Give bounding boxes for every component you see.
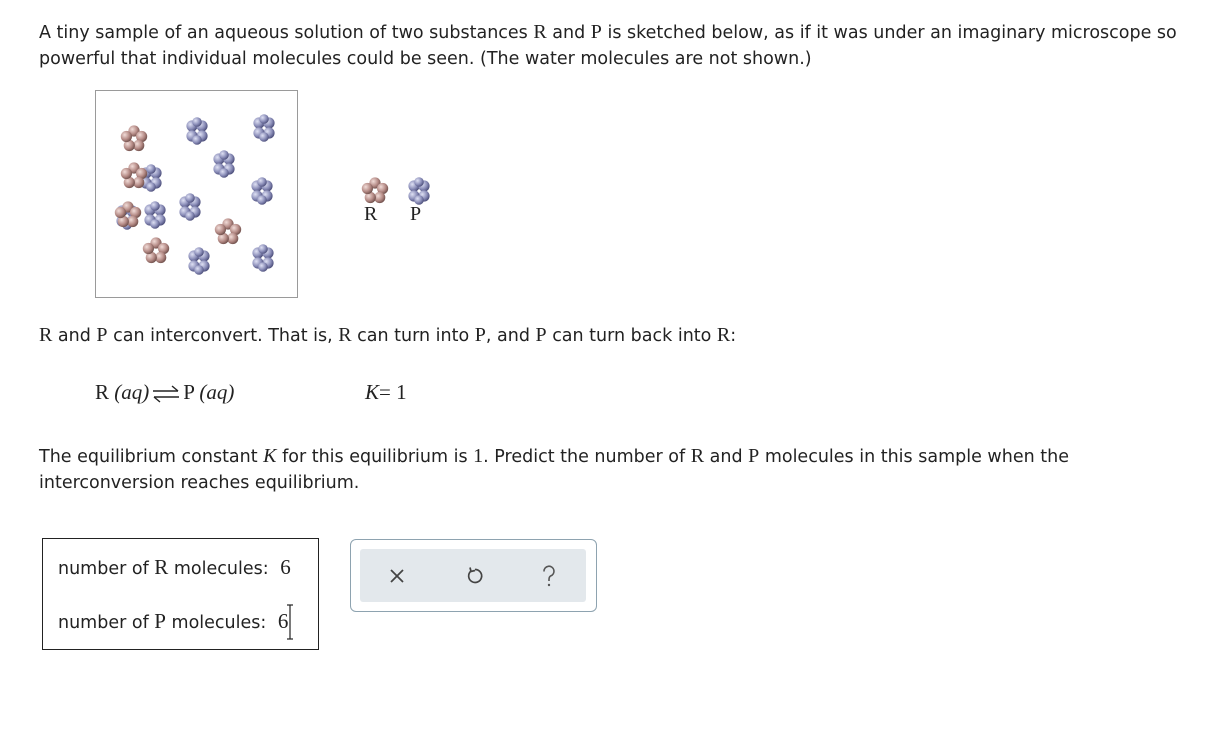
molecule-p [179,193,200,221]
symbol-p: P [748,445,760,467]
legend-label-p: P [410,203,422,225]
r-count-label: number of [58,559,155,579]
text-part: and [52,326,97,346]
text-part: molecules in this sample when the interconversion reaches equilibrium. [39,447,1069,493]
text-part: can interconvert. That is, [107,326,339,346]
reactant-symbol: R [95,380,110,404]
symbol-r: R [154,555,169,579]
molecule-sample-box [95,90,298,298]
p-count-input-wrap[interactable] [278,609,289,634]
molecule-p [251,177,272,205]
equilibrium-question-text [39,443,1199,496]
molecule-r [143,237,169,263]
help-icon [539,564,559,588]
k-value [365,380,407,405]
answer-tools-panel [350,539,597,612]
symbol-p: P [535,324,547,346]
molecule-p [186,117,207,145]
k-symbol: K [365,380,380,404]
molecule-p [213,150,234,178]
intro-text-part: is sketched below, as if it was under an imaginary microscope so powerful that individual molecules could be seen. (The water molecules are not shown.) [39,23,1177,69]
p-count-row [58,609,288,634]
p-count-label: number of [58,613,155,633]
symbol-r: R [39,324,53,346]
reaction-equation [95,380,234,405]
symbol-p: P [590,21,602,43]
interconvert-text [39,324,736,347]
symbol-r: R [716,324,731,346]
text-part: , and [485,326,536,346]
r-count-input[interactable]: 6 [280,555,291,579]
symbol-p: P [96,324,108,346]
molecule-p [144,201,165,229]
molecule-r [121,162,147,188]
equilibrium-arrows-icon [151,385,181,403]
intro-text [39,19,1189,72]
product-symbol: P [183,380,195,404]
molecule-r [121,125,147,151]
answer-box [42,538,319,650]
symbol-r: R [338,324,352,346]
symbol-p: P [474,324,486,346]
legend-molecule-r [362,177,388,203]
text-part: The equilibrium constant [39,447,264,467]
legend-molecule-p [408,177,429,205]
text-part: for this equilibrium is [276,447,474,467]
r-count-label-suffix: molecules: [168,559,269,579]
molecule-p [253,114,274,142]
symbol-p: P [154,609,166,633]
clear-button[interactable] [383,562,411,590]
r-count-row [58,555,291,580]
p-count-input[interactable]: 6 [277,609,289,633]
reactant-state: (aq) [114,380,150,404]
text-part: : [730,326,737,346]
text-part: can turn back into [546,326,717,346]
molecule-sample-svg [96,91,299,299]
k-equals-value: = 1 [379,380,407,404]
text-part: can turn into [351,326,475,346]
answer-tools-bar [360,549,586,602]
text-part: . Predict the number of [483,447,691,467]
help-button[interactable] [535,562,563,590]
intro-text-part: A tiny sample of an aqueous solution of two substances [39,23,534,43]
legend-label-r: R [364,203,378,225]
symbol-r: R [533,21,547,43]
molecule-p [188,247,209,275]
k-number: 1 [473,445,484,467]
molecule-p [252,244,273,272]
undo-icon [465,566,485,586]
close-icon [388,567,406,585]
product-state: (aq) [199,380,235,404]
intro-text-part: and [546,23,591,43]
molecule-r [215,218,241,244]
text-part: and [704,447,749,467]
text-cursor-icon [286,603,294,641]
undo-button[interactable] [461,562,489,590]
symbol-r: R [690,445,705,467]
k-symbol: K [263,445,277,467]
p-count-label-suffix: molecules: [165,613,267,633]
